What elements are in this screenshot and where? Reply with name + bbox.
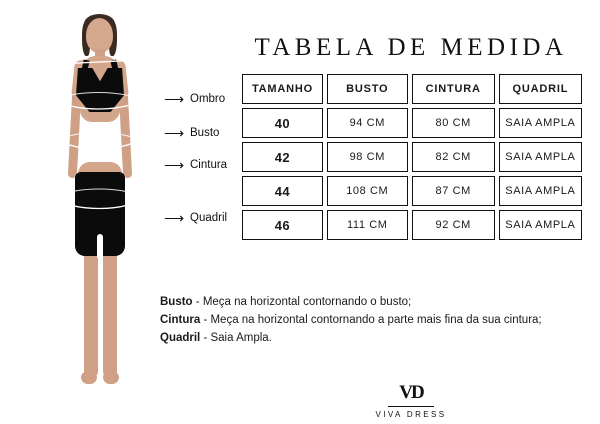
logo-monogram: VD (399, 382, 423, 403)
logo-divider (388, 406, 434, 407)
table-row (242, 210, 582, 240)
measurement-lines (18, 8, 178, 416)
cell-quadril: SAIA AMPLA (499, 210, 582, 240)
arrow-right-icon-ombro: ⟶ (164, 91, 185, 107)
table-row (242, 108, 582, 138)
instruction-text-busto: - Meça na horizontal contornando o busto; (192, 296, 412, 308)
brand-logo (238, 383, 584, 419)
arrow-right-icon-quadril: ⟶ (164, 210, 185, 226)
model-illustration-panel (18, 8, 228, 416)
column-header-quadril: QUADRIL (499, 74, 582, 104)
callout-label-quadril: Quadril (190, 212, 228, 224)
cell-busto: 94 CM (327, 108, 408, 138)
cell-size: 46 (242, 210, 323, 240)
cell-cintura: 82 CM (412, 142, 495, 172)
column-header-cintura: CINTURA (412, 74, 495, 104)
callout-label-busto: Busto (190, 127, 220, 139)
cell-quadril: SAIA AMPLA (499, 176, 582, 206)
instruction-text-quadril: - Saia Ampla. (200, 332, 272, 344)
page-title: TABELA DE MEDIDA (254, 34, 568, 61)
cell-busto: 98 CM (327, 142, 408, 172)
size-chart-table (238, 70, 586, 244)
instruction-term-busto: Busto (160, 296, 193, 308)
measurement-instructions (160, 293, 590, 347)
table-row (242, 142, 582, 172)
cell-size: 44 (242, 176, 323, 206)
arrow-right-icon-busto: ⟶ (164, 125, 185, 141)
instruction-term-cintura: Cintura (160, 314, 201, 326)
table-header-row (242, 74, 582, 104)
instruction-quadril (160, 329, 590, 347)
instruction-term-quadril: Quadril (160, 332, 201, 344)
cell-size: 42 (242, 142, 323, 172)
cell-quadril: SAIA AMPLA (499, 142, 582, 172)
instruction-busto (160, 293, 590, 311)
cell-quadril: SAIA AMPLA (499, 108, 582, 138)
cell-cintura: 80 CM (412, 108, 495, 138)
logo-brand-name: VIVA DRESS (375, 410, 447, 420)
column-header-busto: BUSTO (327, 74, 408, 104)
table-row (242, 176, 582, 206)
cell-cintura: 92 CM (412, 210, 495, 240)
cell-cintura: 87 CM (412, 176, 495, 206)
instruction-text-cintura: - Meça na horizontal contornando a parte mais fina da sua cintura; (200, 314, 542, 326)
arrow-right-icon-cintura: ⟶ (164, 157, 185, 173)
callout-label-ombro: Ombro (190, 93, 226, 105)
instruction-cintura (160, 311, 590, 329)
column-header-tamanho: TAMANHO (242, 74, 323, 104)
cell-busto: 108 CM (327, 176, 408, 206)
cell-size: 40 (242, 108, 323, 138)
cell-busto: 111 CM (327, 210, 408, 240)
callout-label-cintura: Cintura (190, 159, 228, 171)
